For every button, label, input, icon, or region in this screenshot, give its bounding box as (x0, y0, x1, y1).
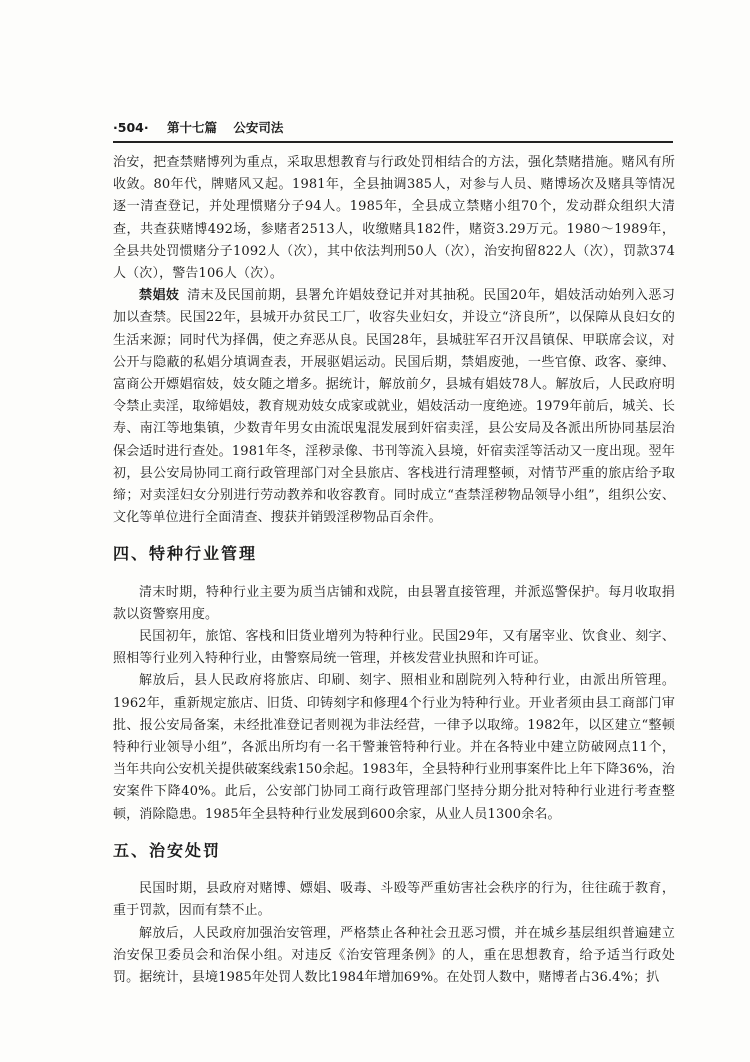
chapter-title: 公安司法 (233, 120, 284, 135)
page-number: ·504· (113, 120, 149, 135)
paragraph-postliberation-special-trades: 解放后，县人民政府将旅店、印刷、刻字、照相业和剧院列入特种行业，由派出所管理。1962年，重新规定旅店、旧货、印铸刻字和修理4个行业为特种行业。开业者须由县工商部门审批、报公安局备案，未经批准登记者则视为非法经营，一律予以取缔。1982年，以区建立“整顿特种行业领导小组”，各派出所均有一名干警兼管特种行业。并在各特业中建立防破网点11个，当年共向公安机关提供破案线索150余起。1983年，全县特种行业刑事案件比上年下降36%，治安案件下降40%。此后，公安部门协同工商行政管理部门坚持分期分批对特种行业进行考查整顿，消除隐患。1985年全县特种行业发展到600余家，从业人员1300余名。 (113, 673, 675, 822)
header-rule (113, 141, 673, 143)
paragraph-republic-penalties: 民国时期，县政府对赌博、嫖娼、吸毒、斗殴等严重妨害社会秩序的行为，往往疏于教育，重于罚款，因而有禁不止。 (113, 881, 675, 919)
paragraph-qing-special-trades: 清末时期，特种行业主要为质当店铺和戏院，由县署直接管理，并派巡警保护。每月收取捐款以资警察用度。 (113, 584, 675, 622)
paragraph-lead-term: 禁娼妓 (139, 288, 180, 304)
body-text (113, 152, 675, 989)
paragraph-gambling-continued: 治安，把查禁赌博列为重点，采取思想教育与行政处罚相结合的方法，强化禁赌措施。赌风有所收敛。80年代，牌赌风又起。1981年，全县抽调385人，对参与人员、赌博场次及赌具等情况逐一清查登记，并处理惯赌分子94人。1985年，全县成立禁赌小组70个，发动群众组织大清查，共查获赌博492场，参赌者2513人，收缴赌具182件，赌资3.29万元。1980～1989年，全县共处罚惯赌分子1092人（次），其中依法判刑50人（次），治安拘留822人（次），罚款374人（次），警告106人（次）。 (113, 155, 675, 282)
paragraph-prostitution-text: 清末及民国前期，县署允许娼妓登记并对其抽税。民国20年，娼妓活动始列入恶习加以查禁。民国22年，县城开办贫民工厂，收容失业妇女，并设立“济良所”，以保障从良妇女的生活来源；同时代为择偶，使之弃恶从良。民国28年，县城驻军召开汉昌镇保、甲联席会议，对公开与隐蔽的私娼分填调查表，开展驱娼运动。民国后期，禁娼废弛，一些官僚、政客、豪绅、富商公开嫖娼宿妓，妓女随之增多。据统计，解放前夕，县城有娼妓78人。解放后，人民政府明令禁止卖淫，取缔娼妓，教育规劝妓女成家或就业，娼妓活动一度绝迹。1979年前后，城关、长寿、南江等地集镇，少数青年男女由流氓鬼混发展到奸宿卖淫，县公安局及各派出所协同基层治保会适时进行查处。1981年冬，淫秽录像、书刊等流入县境，奸宿卖淫等活动又一度出现。翌年初，县公安局协同工商行政管理部门对全县旅店、客栈进行清理整顿，对情节严重的旅店给予取缔；对卖淫妇女分别进行劳动教养和收容教育。同时成立“查禁淫秽物品领导小组”，组织公安、文化等单位进行全面清查、搜获并销毁淫秽物品百余件。 (113, 288, 676, 526)
running-header (113, 118, 673, 140)
paragraph-republic-special-trades: 民国初年，旅馆、客栈和旧货业增列为特种行业。民国29年，又有屠宰业、饮食业、刻字、照相等行业列入特种行业，由警察局统一管理，并核发营业执照和许可证。 (113, 629, 675, 667)
section-heading-special-trades: 四、特种行业管理 (113, 544, 258, 564)
paragraph-prostitution (113, 285, 675, 529)
paragraph-postliberation-penalties: 解放后，人民政府加强治安管理，严格禁止各种社会丑恶习惯，并在城乡基层组织普遍建立治安保卫委员会和治保小组。对违反《治安管理条例》的人，重在思想教育，给予适当行政处罚。据统计，县境1985年处罚人数比1984年增加69%。在处罚人数中，赌博者占36.4%；扒 (113, 925, 675, 985)
chapter-label: 第十七篇 (166, 120, 217, 135)
section-heading-security-penalties: 五、治安处罚 (113, 840, 222, 860)
